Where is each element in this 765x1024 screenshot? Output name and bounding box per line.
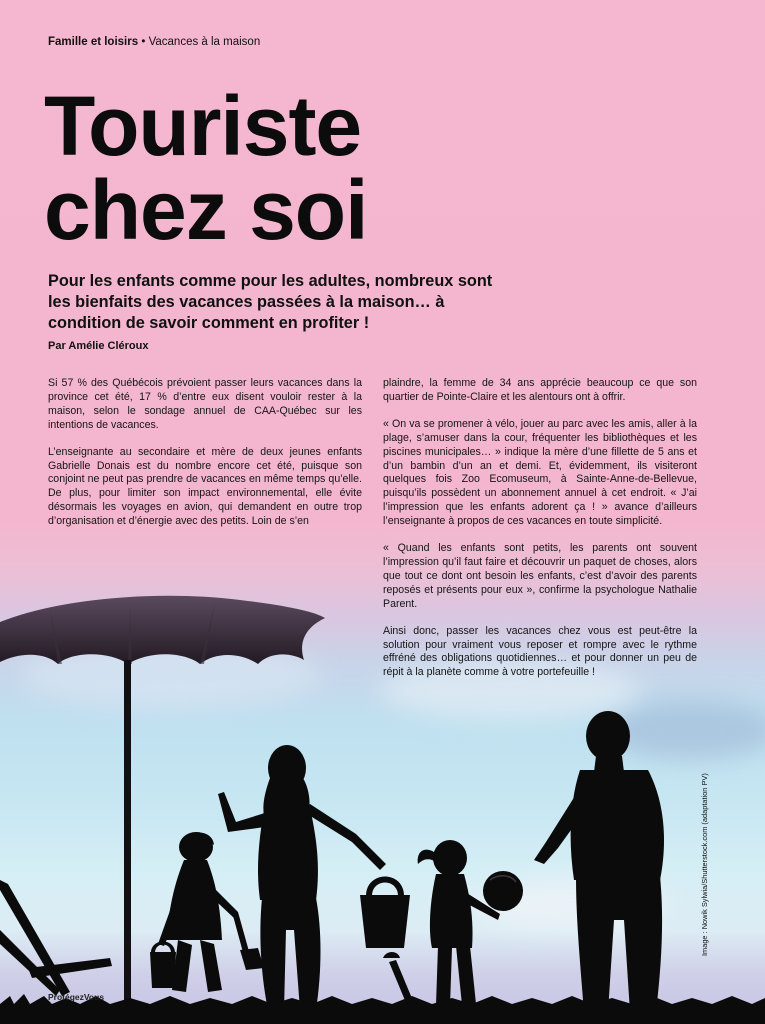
paragraph: L’enseignante au secondaire et mère de deux jeunes enfants Gabrielle Donais est du nombre encore cet été, puisque son conjoint ne peut pas prendre de vacances en même temps qu’elle. De plus, pour limiter son impact environnemental, elle évite désormais les voyages en avion, qui demandent en outre trop d’organisation et d’énergie avec des petits. Loin de s’en [48, 445, 362, 528]
byline: Par Amélie Cléroux [48, 340, 149, 352]
header-category: Famille et loisirs [48, 36, 139, 48]
umbrella-canopy [0, 596, 325, 664]
header-section: Vacances à la maison [148, 36, 261, 48]
father-silhouette [534, 711, 664, 1012]
girl-with-ball-silhouette [418, 840, 523, 1006]
child-with-bucket-silhouette [150, 832, 264, 992]
umbrella-pole [124, 660, 131, 1005]
title-line-1: Touriste [44, 79, 362, 173]
paragraph: Ainsi donc, passer les vacances chez vous est peut-être la solution pour vraiment vous reposer et rompre avec le rythme effréné des obligations quotidiennes… et pour donner un peu de répit à la planète comme à votre portefeuille ! [383, 624, 697, 679]
paragraph: Si 57 % des Québécois prévoient passer leurs vacances dans la province cet été, 17 % d’entre eux disent vouloir rester à la maison, selon le sondage annuel de CAA-Québec sur les intentions de vacances. [48, 377, 362, 431]
mother-silhouette [218, 745, 410, 1010]
deck-chair [0, 880, 112, 996]
header-separator: • [141, 36, 146, 48]
title-line-2: chez soi [44, 163, 368, 257]
ground [0, 1008, 765, 1024]
paragraph: « On va se promener à vélo, jouer au parc avec les amis, aller à la plage, s’amuser dans la cour, fréquenter les bibliothèques et les piscines municipales… » indique la mère d’une fillette de 5 ans et d’un bambin d’un an et demi. Et, évidemment, ils visiteront quelques fois Zoo Ecomuseum, à Sainte-Anne-de-Bellevue, puisqu’ils possèdent un abonnement annuel à cet endroit. « J’ai l’impression que les enfants adorent ça ! » avance d’ailleurs l’enseignante à propos de ces vacances en toute simplicité. [383, 417, 697, 528]
image-credit: Image : Nowik Sylwia/Shutterstock.com (adaptation PV) [700, 773, 709, 956]
article-deck: Pour les enfants comme pour les adultes, nombreux sont les bienfaits des vacances passées à la maison… à condition de savoir comment en profiter ! [48, 272, 493, 332]
publication-footer: ProtégezVous [48, 992, 105, 1002]
paragraph: plaindre, la femme de 34 ans apprécie beaucoup ce que son quartier de Pointe-Claire et les alentours ont à offrir. [383, 377, 697, 403]
paragraph: « Quand les enfants sont petits, les parents ont souvent l’impression qu’il faut faire et découvrir un paquet de choses, alors que tout ce dont ont besoin les enfants, c’est d’avoir des parents reposés et présents pour eux », confirme la psychologue Nathalie Parent. [383, 542, 697, 610]
